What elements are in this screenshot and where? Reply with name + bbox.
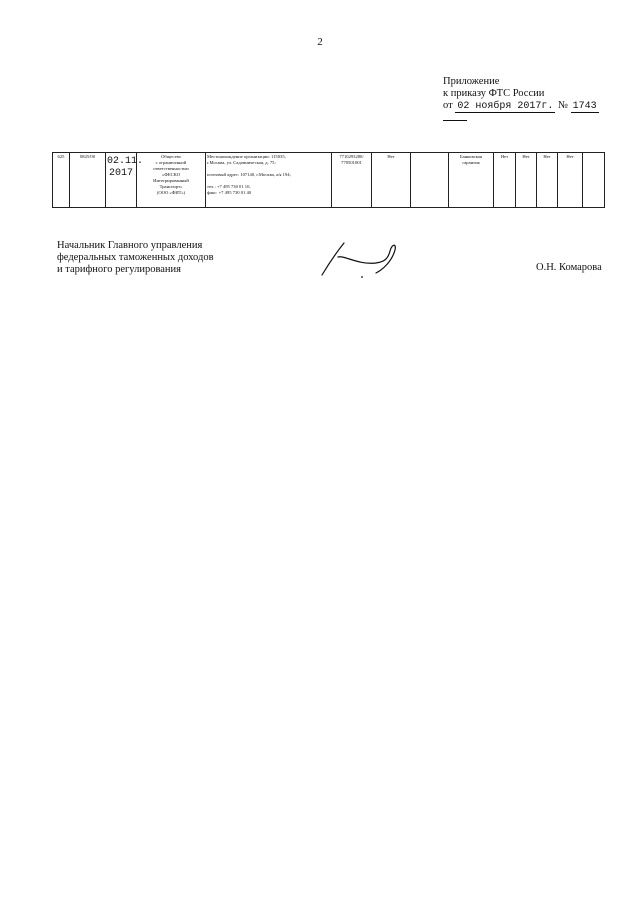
page-number: 2 [317,36,323,48]
cell-col8 [411,153,449,208]
cell-guarantee-type: Банковская гарантия [449,153,494,208]
cell-col13: Нет [558,153,583,208]
appendix-date-line [443,100,613,125]
cell-col14 [583,153,605,208]
cell-address: Местонахождение организации: 115035, г.Москва, ул. Садовническая, д. 75; почтовый адрес: 107140, г.Москва, а/я 194; тел.: +7 495 730 01 10, факс: +7 495 730 01 40 [206,153,332,208]
handwritten-signature [318,235,408,285]
cell-reg-index: 625 [53,153,70,208]
appendix-order-ref: к приказу ФТС России [443,88,545,99]
signatory-position: Начальник Главного управления федеральных таможенных доходов и тарифного регулирования [57,240,214,275]
signatory-name: О.Н. Комарова [536,262,602,273]
appendix-date: 02 ноября 2017г. [457,101,554,112]
cell-col12: Нет [537,153,558,208]
appendix-number-label: № [557,100,568,111]
appendix-header [443,76,613,125]
cell-reg-number: 0825/00 [70,153,106,208]
cell-reg-date: 02.11. 2017 [106,153,137,208]
appendix-number: 1743 [572,101,597,112]
cell-col7: Нет [372,153,411,208]
registry-table [52,152,605,208]
cell-inn-kpp: 7710293280/ 770501001 [332,153,372,208]
cell-col10: Нет [494,153,516,208]
cell-organization-name: Общество с ограниченной ответственностью «ФЕСКО Интегрированный Транспорт» (ООО «ФИТ») [137,153,206,208]
table-row [53,153,605,208]
cell-col11: Нет [516,153,537,208]
appendix-title: Приложение [443,76,500,87]
appendix-from-label: от [443,100,453,111]
